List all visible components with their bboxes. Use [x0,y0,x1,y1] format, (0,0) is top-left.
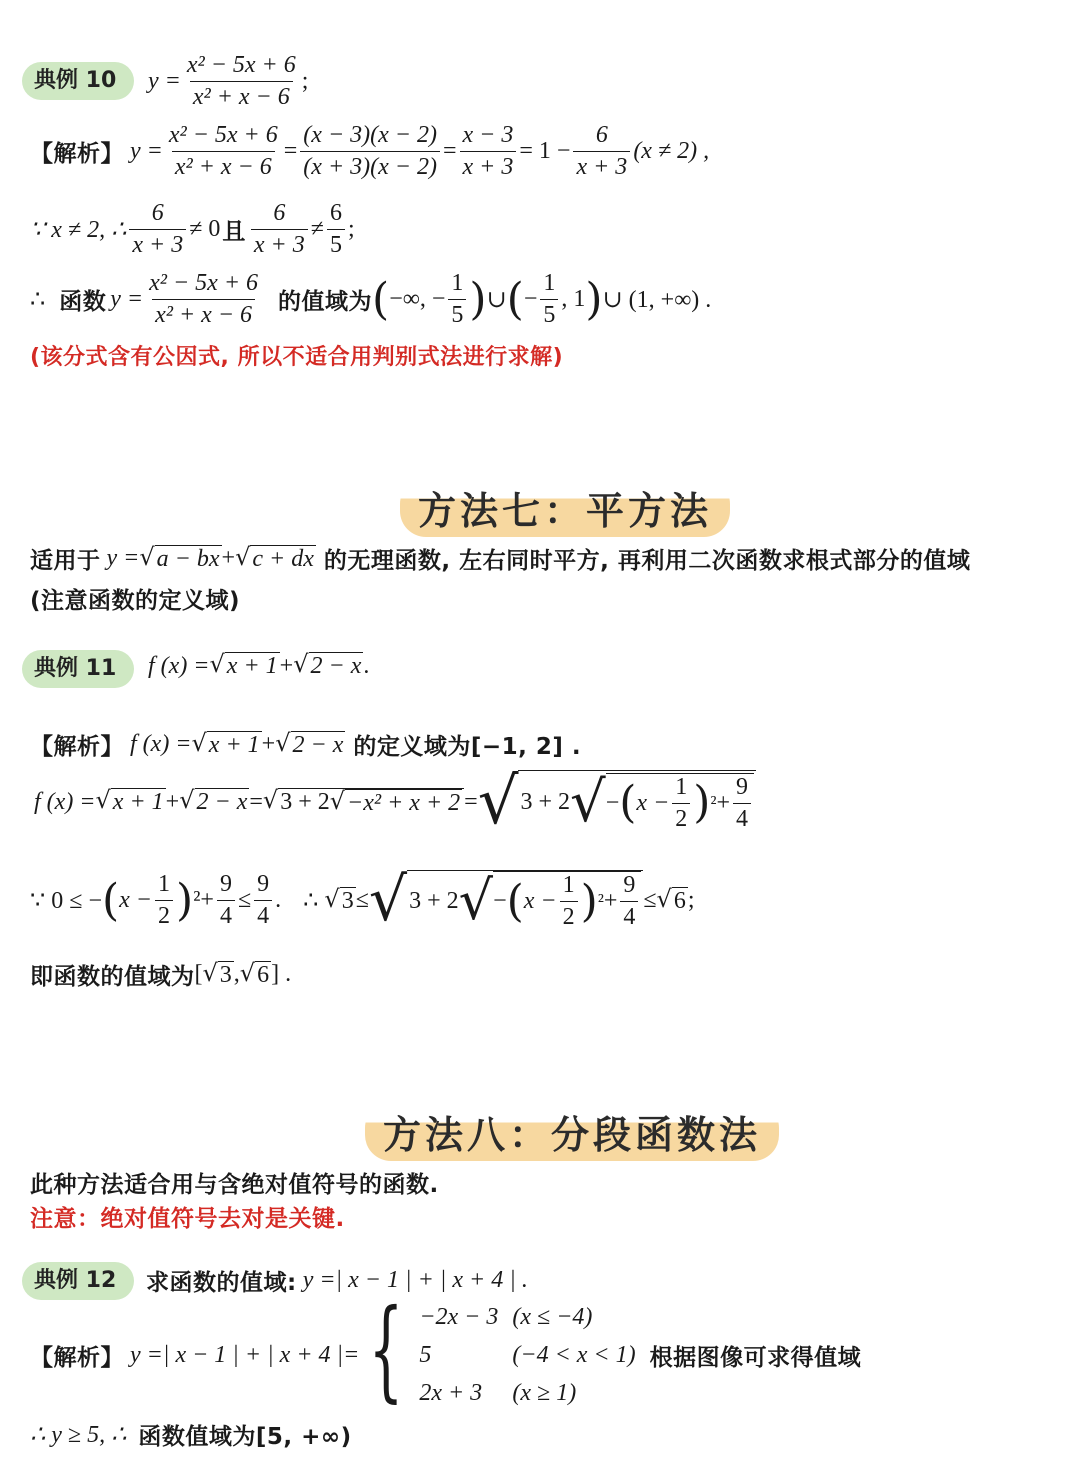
method7-note: (注意函数的定义域) [30,588,241,614]
example-badge-11: 典例 11 [22,650,134,688]
method8-note: 注意：绝对值符号去对是关键. [30,1206,345,1232]
method7-description: 适用于 y = √ a − bx + √ c + dx 的无理函数, 左右同时平方, 再利用二次函数求根式部分的值域 [30,542,971,574]
method8-description: 此种方法适合用与含绝对值符号的函数. [30,1172,439,1198]
ex12-solution: 【解析】 y =| x − 1 | + | x + 4 |= { −2x − 3 (x ≤ −4) 5 (−4 < x < 1) 根据图像可求得值域 2x + 3 (x ≥ 1) [30,1300,871,1411]
ex10-conclusion: ∴ 函数 y = $\frac{\text{x² − 5x + 6}}{\text{x² + x − 6}}$ 的值域为 ( −∞, − $\frac{1}{5}$ ) ∪ ( − $\frac{1}{5}$ , 1 ) ∪ (1, +∞) . [30,270,712,328]
ex10-solution-line1: 【解析】 y = $\frac{\text{x² − 5x + 6}}{\text{x² + x − 6}}$ = $\frac{(x - 3)(x - 2)}{(x + 3)(x - 2)}$ = $\frac{x - 3}{x + 3}$ = 1 − $\frac{6}{x + 3}$ (x ≠ 2) , [30,122,710,180]
ex10-problem: y = $\frac{\text{x² − 5x + 6}}{\text{x² + x − 6}}$ ; [148,52,309,110]
ex10-note: (该分式含有公因式, 所以不适合用判别式法进行求解) [30,345,564,370]
ex10-fraction: $\frac{\text{x² − 5x + 6}}{\text{x² + x − 6}}$ [186,52,296,110]
example-badge-12: 典例 12 [22,1262,134,1300]
case-row: −2x − 3 (x ≤ −4) [419,1304,593,1330]
ex11-bound: ∵ 0 ≤ − ( x − $\frac{1}{2}$ ) ² + $\frac{9}{4}$ ≤ $\frac{9}{4}$ . ∴ √ 3 ≤ √ 3 + 2 √ − ( x − $\frac{1}{2}$ ) ² + $\frac{9}{4}$ ≤ √ 6 ; [30,865,695,935]
ex11-problem: f (x) = √ x + 1 + √ 2 − x . [148,650,370,679]
method7-heading: 方法七：平方法 [400,478,730,537]
method8-heading: 方法八：分段函数法 [365,1102,779,1161]
solution-label: 【解析】 [30,1345,124,1371]
solution-label: 【解析】 [30,734,124,760]
ex12-conclusion: ∴ y ≥ 5, ∴ 函数值域为[5, +∞) [30,1422,352,1450]
ex11-solution-domain: 【解析】 f (x) = √ x + 1 + √ 2 − x 的定义域为[−1, 2] . [30,728,582,760]
case-row: 5 (−4 < x < 1) 根据图像可求得值域 [419,1342,862,1370]
ex11-transform: f (x) = √ x + 1 + √ 2 − x = √ 3 + 2 √ −x² + x + 2 = √ 3 + 2 √ − ( x − $\frac{1}{2}$ ) ² + $\frac{9}{4}$ [34,770,756,834]
ex10-solution-line2: ∵ x ≠ 2, ∴ $\frac{6}{x + 3}$ ≠ 0 且 $\frac{6}{x + 3}$ ≠ $\frac{6}{5}$ ; [30,200,355,258]
solution-label: 【解析】 [30,141,124,167]
ex11-result: 即函数的值域为 [ √ 3 , √ 6 ] . [30,958,292,990]
ex12-problem: 求函数的值域: y =| x − 1 | + | x + 4 | . [146,1267,528,1296]
piecewise-cases: { −2x − 3 (x ≤ −4) 5 (−4 < x < 1) 根据图像可求得值域 2x + 3 (x ≥ 1) [359,1300,871,1411]
example-badge-10: 典例 10 [22,62,134,100]
case-row: 2x + 3 (x ≥ 1) [419,1380,577,1406]
